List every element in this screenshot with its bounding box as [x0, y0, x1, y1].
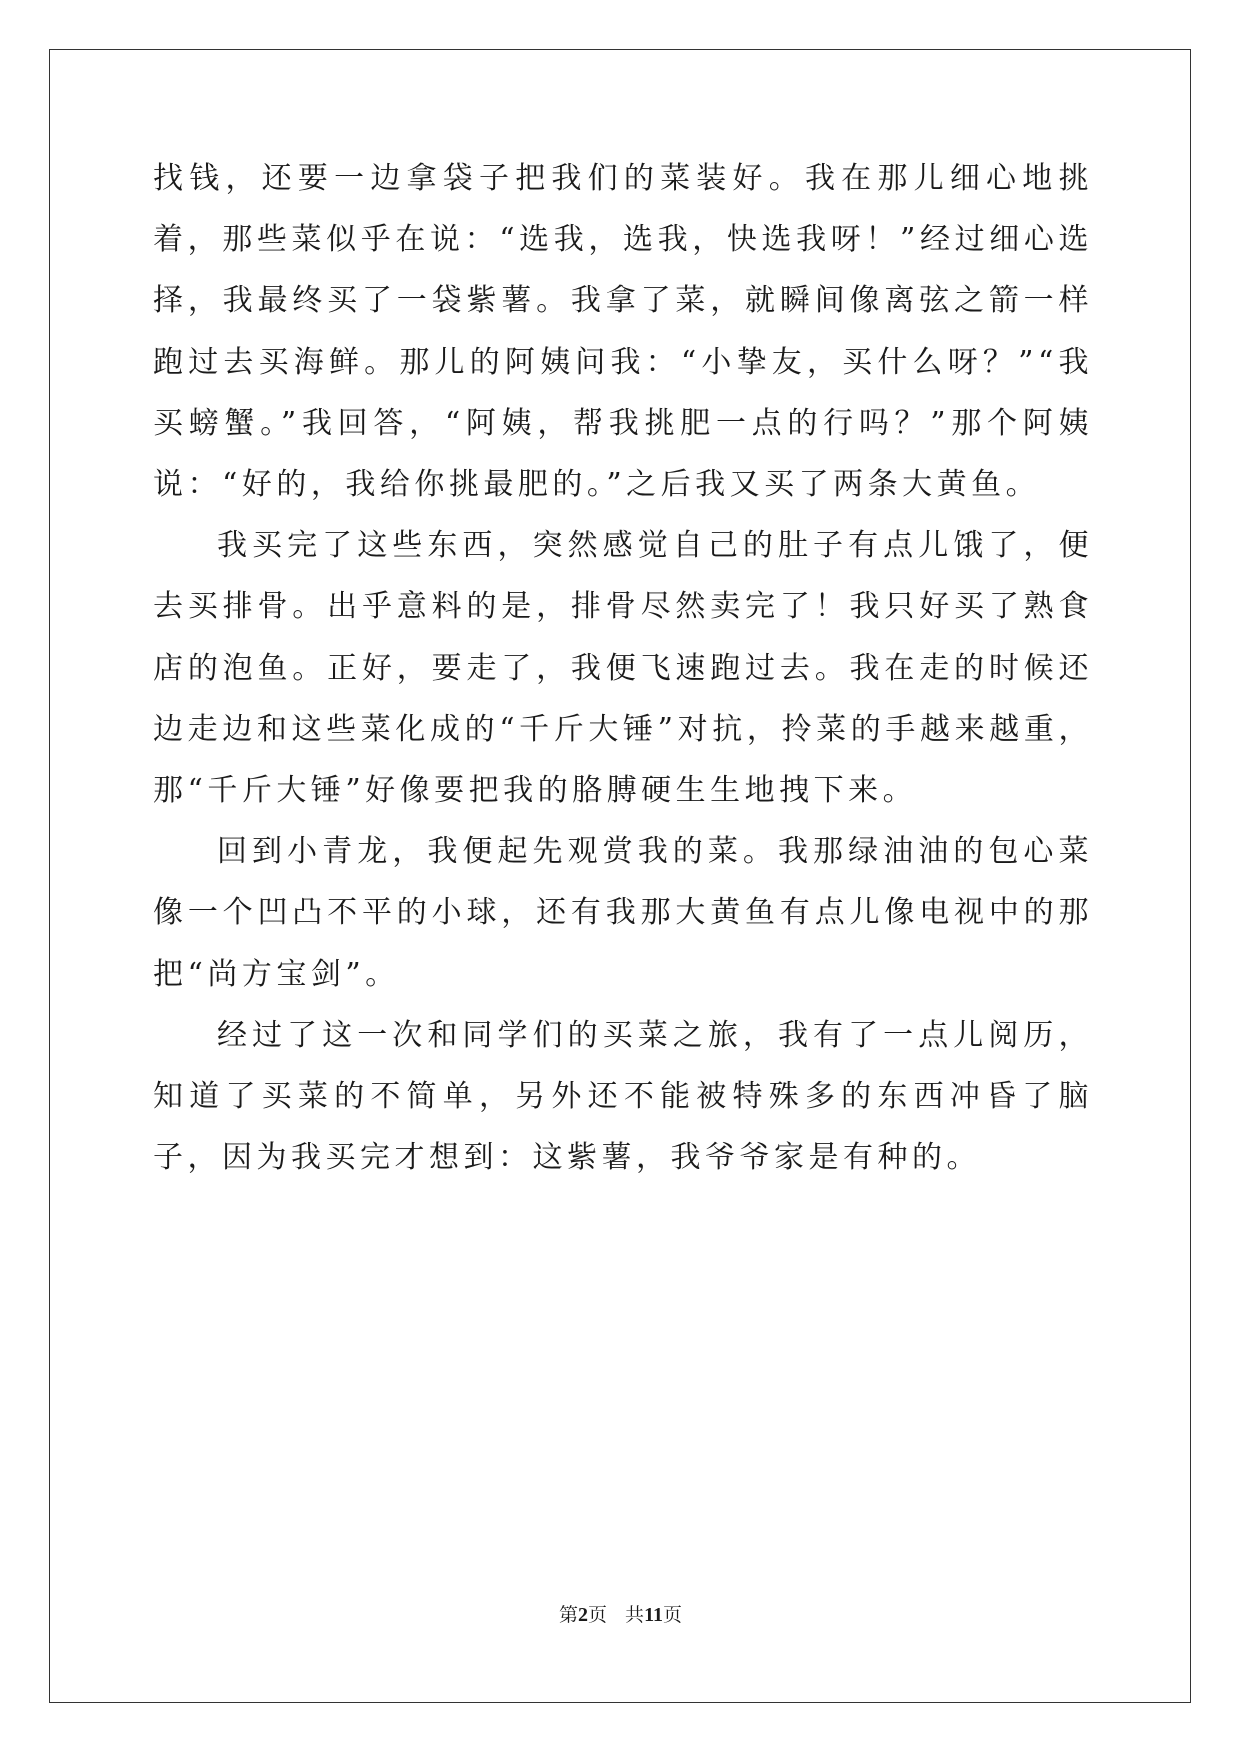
paragraph: 我买完了这些东西，突然感觉自己的肚子有点儿饿了，便去买排骨。出乎意料的是，排骨尽然卖完了！我只好买了熟食店的泡鱼。正好，要走了，我便飞速跑过去。我在走的时候还边走边和这些菜化成的“千斤大锤”对抗，拎菜的手越来越重，那“千斤大锤”好像要把我的胳膊硬生生地拽下来。: [153, 528, 1093, 809]
total-prefix: 共: [625, 1604, 645, 1626]
total-suffix: 页: [662, 1604, 682, 1626]
total-pages-number: 11: [644, 1604, 663, 1626]
total-pages-label: [625, 1604, 682, 1626]
page-prefix: 第: [559, 1604, 579, 1626]
paragraph: 经过了这一次和同学们的买菜之旅，我有了一点儿阅历，知道了买菜的不简单，另外还不能被特殊多的东西冲昏了脑子，因为我买完才想到：这紫薯，我爷爷家是有种的。: [153, 1017, 1093, 1176]
document-body: [153, 148, 1093, 1188]
page-number-label: [559, 1604, 607, 1626]
page-word: 页: [588, 1604, 608, 1626]
current-page-number: 2: [578, 1604, 589, 1626]
paragraph: 回到小青龙，我便起先观赏我的菜。我那绿油油的包心菜像一个凹凸不平的小球，还有我那大黄鱼有点儿像电视中的那把“尚方宝剑”。: [153, 834, 1093, 992]
paragraph: 找钱，还要一边拿袋子把我们的菜装好。我在那儿细心地挑着，那些菜似乎在说：“选我，选我，快选我呀！”经过细心选择，我最终买了一袋紫薯。我拿了菜，就瞬间像离弦之箭一样跑过去买海鲜。那儿的阿姨问我：“小挚友，买什么呀？”“我买螃蟹。”我回答，“阿姨，帮我挑肥一点的行吗？”那个阿姨说：“好的，我给你挑最肥的。”之后我又买了两条大黄鱼。: [153, 161, 1093, 503]
page-footer: [0, 1600, 1241, 1627]
